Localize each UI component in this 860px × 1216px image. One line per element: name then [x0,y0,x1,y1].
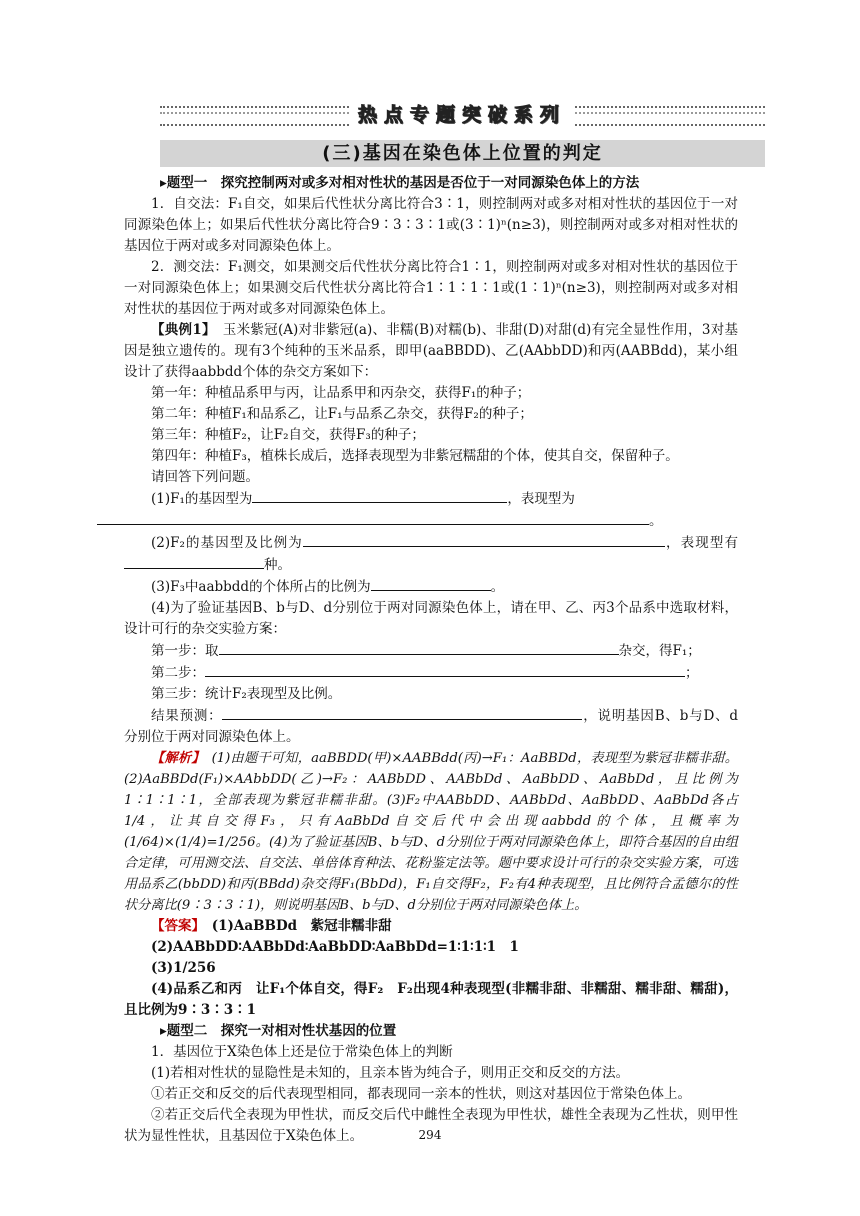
step-1-text-b: 杂交，得F₁； [618,643,701,659]
step-1 [124,640,738,662]
answer-blank[interactable] [97,510,649,525]
answer-blank[interactable] [303,532,665,547]
analysis-label: 【解析】 [151,751,199,766]
question-2-text: (2)F₂的基因型及比例为 [151,535,303,551]
type2-point-2: (1)若相对性状的显隐性是未知的，且亲本皆为纯合子，则用正交和反交的方法。 [151,1065,630,1081]
analysis-text: (1)由题干可知，aaBBDD(甲)×AABBdd(丙)→F₁：AaBBDd，表现型为紫冠非糯非甜。(2)AaBBDd(F₁)×AAbbDD(乙)→F₂：AABbDD、AABbDd、AaBbDD、AaBbDd，且比例为1∶1∶1∶1，全部表现为紫冠非糯非甜。(3)F₂中AABbDD、AABbDd、AaBbDD、AaBbDd各占1/4，让其自交得F₃，只有AaBbDd自交后代中会出现aabbdd的个体，且概率为(1/64)×(1/4)=1/256。(4)为了验证基因B、b与D、d分别位于两对同源染色体上，即符合基因的自由组合定律，可用测交法、自交法、单倍体育种法、花粉鉴定法等。题中要求设计可行的杂交实验方案，可选用品系乙(bbDD)和丙(BBdd)杂交得F₁(BbDd)，F₁自交得F₂，F₂有4种表现型，且比例符合孟德尔的性状分离比(9∶3∶3∶1)，则说明基因B、b与D、d分别位于两对同源染色体上。 [124,751,738,913]
banner-title: 热点专题突破系列 [350,100,574,127]
question-4: (4)为了验证基因B、b与D、d分别位于两对同源染色体上，请在甲、乙、丙3个品系中选取材料，设计可行的杂交实验方案： [124,600,738,637]
year-2: 第二年：种植F₁和品系乙，让F₁与品系乙杂交，获得F₂的种子； [151,406,533,422]
answer-4: (4)品系乙和丙 让F₁个体自交，得F₂ F₂出现4种表现型(非糯非甜、非糯甜、糯非甜、糯甜)，且比例为9∶3∶3∶1 [124,981,738,1018]
step-2-text: 第二步： [151,665,205,681]
answer-blank[interactable] [222,705,582,720]
type2-point-1: 1．基因位于X染色体上还是位于常染色体上的判断 [151,1044,453,1060]
answer-blank[interactable] [371,576,491,591]
method-selfing: 1．自交法：F₁自交，如果后代性状分离比符合3∶1，则控制两对或多对相对性状的基因位于一对同源染色体上；如果后代性状分离比符合9∶3∶3∶1或(3∶1)ⁿ(n≥3)，则控制两对或多对相对性状的基因位于两对或多对同源染色体上。 [124,196,738,254]
answer-2: (2)AABbDD∶AABbDd∶AaBbDD∶AaBbDd=1∶1∶1∶1 1 [151,939,519,955]
answer-blank[interactable] [124,554,264,569]
year-1: 第一年：种植品系甲与丙，让品系甲和丙杂交，获得F₁的种子； [151,385,531,401]
answer-blank[interactable] [252,488,507,503]
question-2-text-c: 种。 [264,557,291,573]
section-subtitle: (三)基因在染色体上位置的判定 [160,140,765,167]
answer-blank[interactable] [205,662,685,677]
answer-3: (3)1/256 [151,960,216,976]
prediction-text: 结果预测： [151,708,223,724]
type2-heading: ▸题型二 探究一对相对性状基因的位置 [160,1023,397,1039]
answer-blank[interactable] [219,640,619,655]
analysis [124,748,738,916]
step-1-text: 第一步：取 [151,643,219,659]
example-1 [124,320,738,383]
type2-point-4: ②若正交后代全表现为甲性状，而反交后代中雌性全表现为甲性状，雄性全表现为乙性状，则甲性状为显性性状，且基因位于X染色体上。 [124,1107,738,1144]
page-number: 294 [418,1128,442,1142]
type1-heading: ▸题型一 探究控制两对或多对相对性状的基因是否位于一对同源染色体上的方法 [160,175,640,191]
question-3: (3)F₃中aabbdd的个体所占的比例为 。 [124,576,738,598]
step-2: 第二步： ； [124,662,738,684]
question-2-text-b: ，表现型有 [664,535,739,551]
example-text: 玉米紫冠(A)对非紫冠(a)、非糯(B)对糯(b)、非甜(D)对甜(d)有完全显性作用，3对基因是独立遗传的。现有3个纯种的玉米品系，即甲(aaBBDD)、乙(AAbbDD)和丙(AABBdd)，某小组设计了获得aabbdd个体的杂交方案如下： [124,322,738,380]
answer-1 [124,916,738,937]
series-banner [160,100,765,134]
method-testcross: 2．测交法：F₁测交，如果测交后代性状分离比符合1∶1，则控制两对或多对相对性状的基因位于一对同源染色体上；如果测交后代性状分离比符合1∶1∶1∶1或(1∶1)ⁿ(n≥3)，则控制两对或多对相对性状的基因位于两对或多对同源染色体上。 [124,259,738,317]
question-1: (1)F₁的基因型为 ，表现型为 。 [124,488,738,532]
prediction-text-b: ，说明基因B、b与D、d分别位于两对同源染色体上。 [124,708,739,745]
example-label: 【典例1】 [151,322,210,338]
year-4: 第四年：种植F₃，植株长成后，选择表现型为非紫冠糯甜的个体，使其自交，保留种子。 [151,448,679,464]
page [124,100,738,1147]
type2-point-3: ①若正交和反交的后代表现型相同，都表现同一亲本的性状，则这对基因位于常染色体上。 [151,1086,691,1102]
result-prediction [124,705,738,748]
answer-label: 【答案】 [151,918,199,934]
ask-line: 请回答下列问题。 [151,469,259,485]
body-content [124,173,738,1147]
answer-1-text: (1)AaBBDd 紫冠非糯非甜 [198,918,392,934]
question-1-text-b: ，表现型为 [507,491,575,507]
question-3-text: (3)F₃中aabbdd的个体所占的比例为 [151,579,371,595]
question-1-text: (1)F₁的基因型为 [151,491,253,507]
question-2 [124,532,738,576]
year-3: 第三年：种植F₂，让F₂自交，获得F₃的种子； [151,427,425,443]
step-3: 第三步：统计F₂表现型及比例。 [151,686,342,702]
